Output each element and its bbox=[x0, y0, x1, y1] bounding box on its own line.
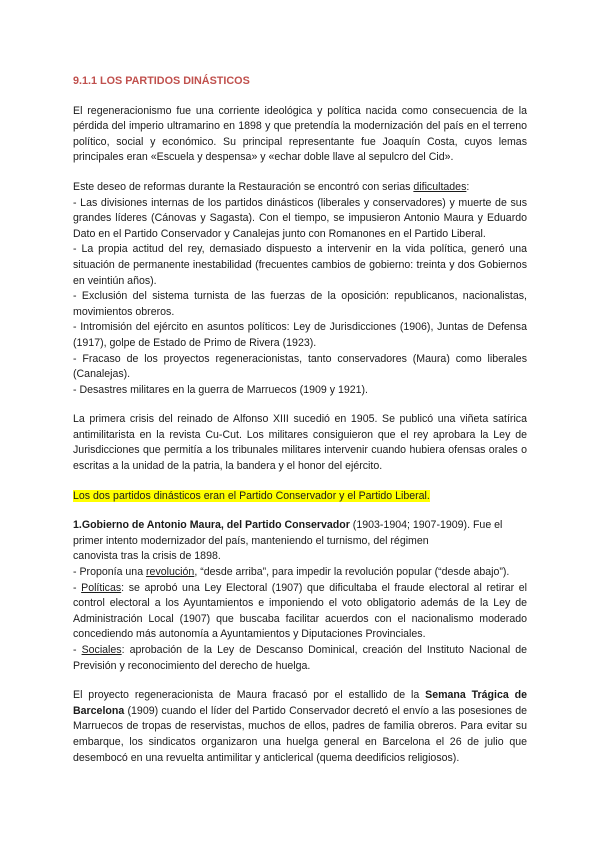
difficulty-item: - Las divisiones internas de los partidos dinásticos (liberales y conservadores) y muerte de sus grandes líderes (Cánovas y Sagasta). Con el tiempo, se impusieron Antonio Maura y Eduardo Dato en el Partido Conservador y Canalejas junto con Romanones en el Partido Liberal. bbox=[73, 196, 527, 240]
crisis-paragraph: La primera crisis del reinado de Alfonso XIII sucedió en 1905. Se publicó una viñeta satírica antimilitarista en la revista Cu-Cut. Los militares consiguieron que el rey aprobara la Ley de Jurisdicciones que permitía a los tribunales militares intervenir cuando hubiera ofensas orales o escritas a la unidad de la patria, la bandera y el honor del ejército. bbox=[73, 413, 527, 473]
maura-social-item: - Sociales: aprobación de la Ley de Descanso Dominical, creación del Instituto Nacional de Previsión y reconocimiento del derecho de huelga. bbox=[73, 644, 527, 672]
section-title: 9.1.1 LOS PARTIDOS DINÁSTICOS bbox=[73, 75, 250, 87]
difficulty-item: - Exclusión del sistema turnista de las fuerzas de la oposición: republicanos, nacionalistas, movimientos obreros. bbox=[73, 290, 527, 318]
highlighted-note: Los dos partidos dinásticos eran el Partido Conservador y el Partido Liberal. bbox=[73, 489, 430, 502]
difficulty-item: - Desastres militares en la guerra de Marruecos (1909 y 1921). bbox=[73, 383, 368, 396]
difficulties-keyword: dificultades bbox=[413, 180, 467, 193]
maura-revolution-item: - Proponía una revolución, “desde arriba”, para impedir la revolución popular (“desde abajo”). bbox=[73, 566, 510, 579]
difficulty-item: - Intromisión del ejército en asuntos políticos: Ley de Jurisdicciones (1906), Juntas de Defensa (1917), golpe de Estado de Primo de Rivera (1923). bbox=[73, 321, 527, 349]
maura-section bbox=[73, 518, 527, 674]
intro-paragraph: El regeneracionismo fue una corriente ideológica y política nacida como consecuencia de la pérdida del imperio ultramarino en 1898 y que pretendía la modernización del país en el terreno político, social y económico. Su principal representante fue Joaquín Costa, cuyos lemas principales eran «Escuela y despensa» y «echar doble llave al sepulcro del Cid». bbox=[73, 104, 527, 164]
tragic-week-paragraph: El proyecto regeneracionista de Maura fracasó por el estallido de la Semana Trágica de Barcelona (1909) cuando el líder del Partido Conservador decretó el envío a las posesiones de Marruecos de tropas de reservistas, muchos de ellos, padres de familia obreros. Para evitar su embarque, los sindicatos organizaron una huelga general en Barcelona el 26 de julio que desembocó en una revuelta antimilitar y anticlerical (quema deedificios religiosos). bbox=[73, 689, 527, 764]
difficulty-item: - La propia actitud del rey, demasiado dispuesto a intervenir en la vida política, generó una situación de permanente inestabilidad (frecuentes cambios de gobierno: treinta y dos Gobiernos en veintiún años). bbox=[73, 243, 527, 287]
difficulty-item: - Fracaso de los proyectos regeneracionistas, tanto conservadores (Maura) como liberales (Canalejas). bbox=[73, 352, 527, 381]
difficulties-intro: Este deseo de reformas durante la Restauración se encontró con serias dificultades: bbox=[73, 180, 470, 193]
maura-politics-item: - Políticas: se aprobó una Ley Electoral (1907) que dificultaba el fraude electoral al retirar el control electoral a los Ayuntamientos e imponiendo el voto obligatorio además de la Ley de Administración Local (1907) que buscaba facilitar acuerdos con el nacionalismo moderado concediendo más autonomía a Ayuntamientos y Diputaciones Provinciales. bbox=[73, 581, 527, 641]
maura-line: primer intento modernizador del país, manteniendo el turnismo, del régimen bbox=[73, 534, 429, 547]
difficulties-section bbox=[73, 180, 527, 398]
maura-heading: 1.Gobierno de Antonio Maura, del Partido Conservador (1903-1904; 1907-1909). Fue el bbox=[73, 519, 503, 532]
maura-line: canovista tras la crisis de 1898. bbox=[73, 550, 221, 563]
